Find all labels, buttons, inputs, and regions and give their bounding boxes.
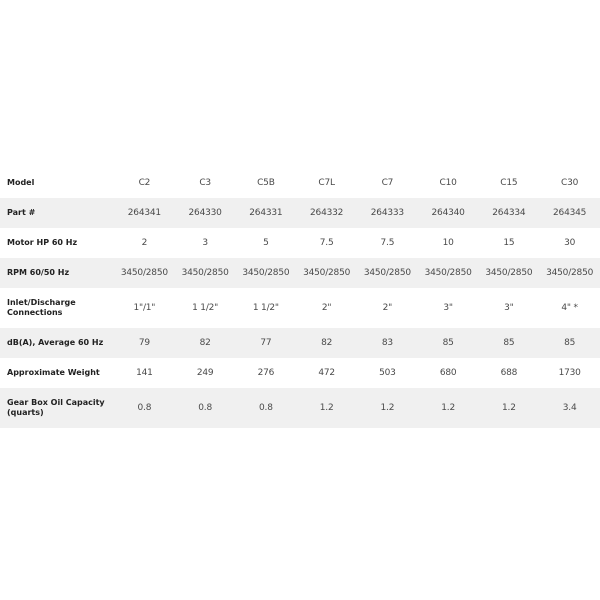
table-cell: C7L xyxy=(318,178,335,188)
table-row xyxy=(0,168,600,198)
row-label-weight: Approximate Weight xyxy=(7,368,100,377)
table-cell: C15 xyxy=(500,178,518,188)
table-cell: 264333 xyxy=(370,208,404,218)
table-cell: C5B xyxy=(257,178,275,188)
row-label-dba: dB(A), Average 60 Hz xyxy=(7,338,104,347)
table-cell: 1.2 xyxy=(380,403,395,413)
table-cell: 3450/2850 xyxy=(181,268,229,278)
table-row xyxy=(0,388,600,428)
row-cells xyxy=(114,178,600,188)
row-cells xyxy=(114,268,600,278)
table-cell: C10 xyxy=(439,178,457,188)
table-cell: 1730 xyxy=(558,368,581,378)
table-cell: 3450/2850 xyxy=(120,268,168,278)
table-cell: 1.2 xyxy=(441,403,455,413)
table-cell: 2 xyxy=(141,238,148,248)
table-row xyxy=(0,328,600,358)
table-cell: 249 xyxy=(196,368,214,378)
table-cell: 3450/2850 xyxy=(363,268,411,278)
table-cell: C3 xyxy=(199,178,211,188)
table-cell: 85 xyxy=(503,338,515,348)
table-cell: 77 xyxy=(260,338,272,348)
table-cell: 10 xyxy=(442,238,454,248)
table-cell: 688 xyxy=(500,368,518,378)
table-cell: 83 xyxy=(381,338,393,348)
row-label-oil-capacity: Gear Box Oil Capacity (quarts) xyxy=(7,398,105,417)
table-cell: 264334 xyxy=(492,208,526,218)
row-cells xyxy=(114,368,600,378)
table-cell: 264340 xyxy=(431,208,465,218)
row-label-part-number: Part # xyxy=(7,208,36,217)
table-cell: 1.2 xyxy=(502,403,516,413)
table-cell: 2" xyxy=(382,303,393,313)
table-cell: 3.4 xyxy=(562,403,577,413)
table-cell: 3450/2850 xyxy=(546,268,594,278)
table-cell: 7.5 xyxy=(380,238,395,248)
table-cell: 2" xyxy=(321,303,332,313)
table-cell: 3" xyxy=(443,303,453,313)
table-cell: 472 xyxy=(318,368,335,378)
row-cells xyxy=(114,303,600,313)
table-cell: 0.8 xyxy=(198,403,212,413)
table-cell: 7.5 xyxy=(319,238,334,248)
table-cell: 3450/2850 xyxy=(242,268,290,278)
table-cell: 264331 xyxy=(249,208,283,218)
table-cell: 1.2 xyxy=(319,403,334,413)
table-cell: 503 xyxy=(379,368,396,378)
table-cell: 79 xyxy=(138,338,150,348)
row-cells xyxy=(114,403,600,413)
table-cell: 3" xyxy=(504,303,514,313)
specifications-table xyxy=(0,168,600,428)
row-label-rpm: RPM 60/50 Hz xyxy=(7,268,70,277)
table-cell: 141 xyxy=(136,368,153,378)
table-row xyxy=(0,358,600,388)
table-cell: 1 1/2" xyxy=(252,303,279,313)
table-row xyxy=(0,288,600,328)
table-cell: 276 xyxy=(257,368,275,378)
table-row xyxy=(0,258,600,288)
row-cells xyxy=(114,208,600,218)
table-cell: 264330 xyxy=(188,208,222,218)
table-cell: 85 xyxy=(442,338,454,348)
table-cell: 264341 xyxy=(127,208,161,218)
table-cell: 3450/2850 xyxy=(485,268,533,278)
row-label-connections: Inlet/Discharge Connections xyxy=(7,298,76,317)
table-cell: 5 xyxy=(263,238,269,248)
table-cell: C30 xyxy=(561,178,579,188)
row-label-model: Model xyxy=(7,178,35,187)
table-cell: 0.8 xyxy=(259,403,273,413)
table-cell: C2 xyxy=(138,178,151,188)
row-cells xyxy=(114,338,600,348)
table-cell: 82 xyxy=(321,338,333,348)
table-cell: 3 xyxy=(202,238,208,248)
table-cell: 264332 xyxy=(310,208,344,218)
table-cell: 15 xyxy=(503,238,515,248)
table-cell: 30 xyxy=(564,238,576,248)
table-cell: 82 xyxy=(199,338,211,348)
row-label-motor-hp: Motor HP 60 Hz xyxy=(7,238,78,247)
table-cell: 3450/2850 xyxy=(303,268,351,278)
table-cell: 1 1/2" xyxy=(192,303,219,313)
table-cell: 85 xyxy=(564,338,576,348)
table-cell: C7 xyxy=(381,178,394,188)
row-cells xyxy=(114,238,600,248)
table-row xyxy=(0,198,600,228)
table-cell: 1"/1" xyxy=(133,303,156,313)
table-cell: 680 xyxy=(439,368,457,378)
table-cell: 264345 xyxy=(553,208,587,218)
table-row xyxy=(0,228,600,258)
table-cell: 3450/2850 xyxy=(424,268,472,278)
table-cell: 0.8 xyxy=(137,403,152,413)
table-cell: 4" * xyxy=(561,303,578,313)
